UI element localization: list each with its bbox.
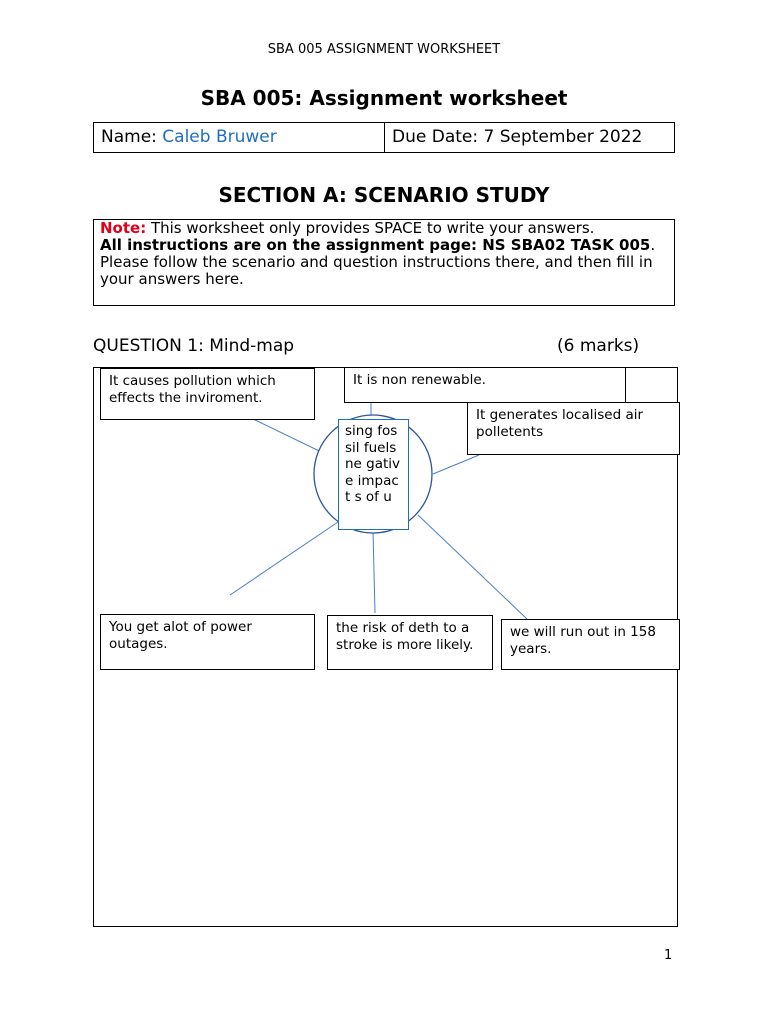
mindmap-node: It generates localised air polletents: [467, 402, 680, 455]
name-date-table: [93, 122, 675, 153]
mindmap-node-empty: [625, 367, 678, 403]
name-label: Name:: [101, 127, 163, 147]
document-title: SBA 005: Assignment worksheet: [200, 86, 568, 110]
connector-line: [230, 522, 338, 595]
section-title: SECTION A: SCENARIO STUDY: [218, 183, 550, 207]
page-number: 1: [664, 948, 673, 963]
mindmap-node: the risk of deth to a stroke is more likely.: [327, 615, 493, 670]
note-instructions: All instructions are on the assignment page: NS SBA02 TASK 005: [100, 236, 651, 254]
connector-line: [433, 455, 479, 474]
mindmap-node: It is non renewable.: [344, 367, 626, 403]
connector-line: [373, 530, 375, 613]
page-header: SBA 005 ASSIGNMENT WORKSHEET: [267, 42, 501, 57]
note-line3: Please follow the scenario and question instructions there, and then fill in your answers here.: [100, 253, 653, 288]
mindmap-node: It causes pollution which effects the inviroment.: [100, 368, 315, 420]
mindmap-node: we will run out in 158 years.: [501, 619, 680, 670]
due-date-cell: [385, 123, 674, 152]
connector-line: [418, 515, 527, 619]
name-cell: [94, 123, 385, 152]
question1-label: QUESTION 1: Mind-map: [93, 336, 295, 356]
note-label: Note:: [100, 219, 147, 237]
note-line2-end: .: [650, 236, 656, 254]
note-box: [93, 219, 675, 306]
mindmap-center-topic: sing fossil fuelsne gative impact s of u: [338, 419, 409, 530]
due-date-value: 7 September 2022: [483, 127, 643, 147]
note-line1: This worksheet only provides SPACE to write your answers.: [146, 219, 595, 237]
due-date-label: Due Date:: [392, 127, 484, 147]
question1-marks: (6 marks): [557, 336, 640, 356]
name-value: Caleb Bruwer: [162, 127, 277, 147]
mindmap-node: You get alot of power outages.: [100, 614, 315, 670]
